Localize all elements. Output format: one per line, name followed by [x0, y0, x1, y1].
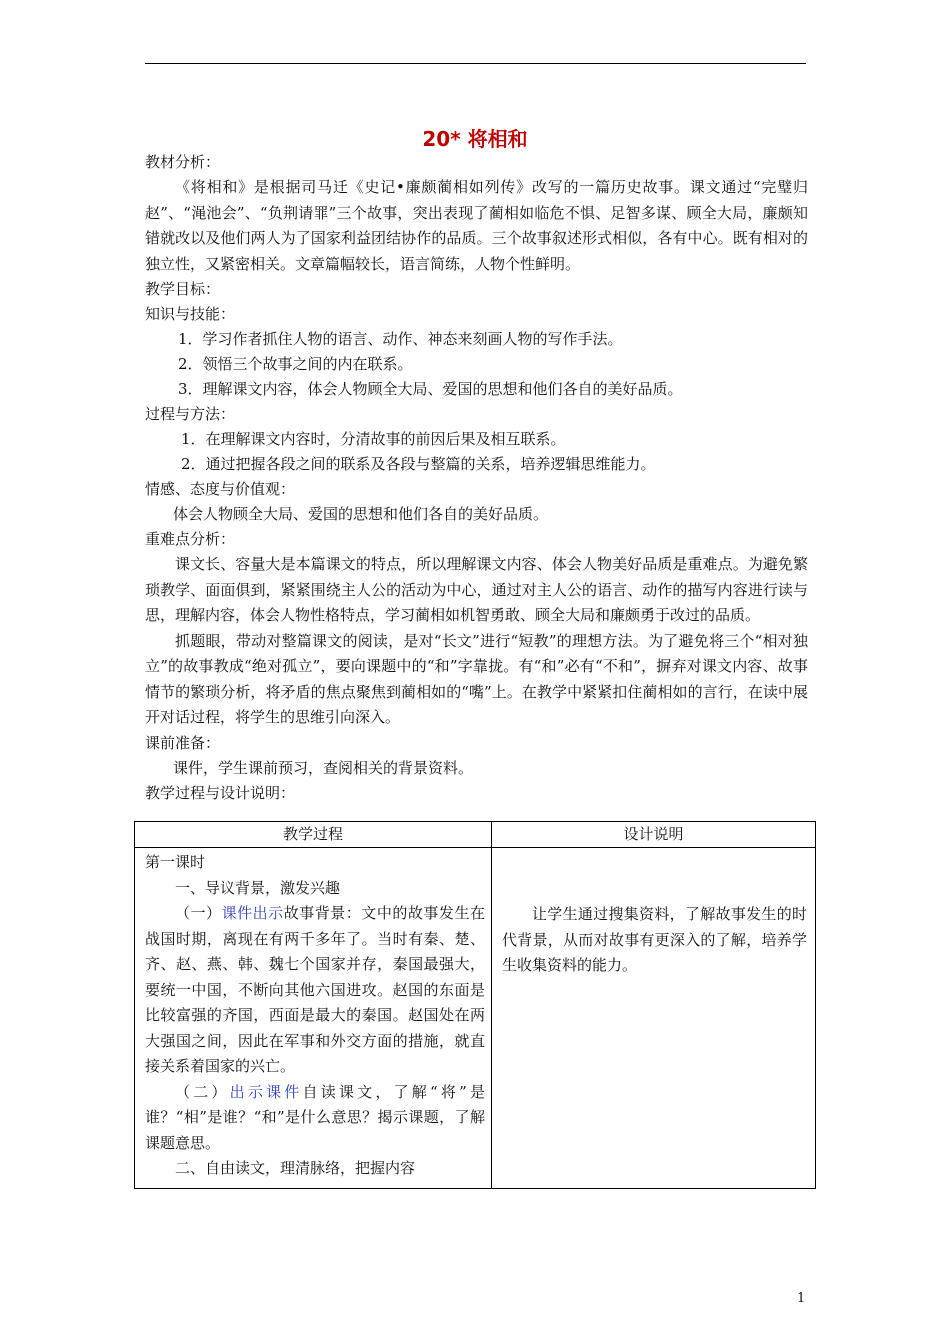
page-title: 20* 将相和 — [422, 127, 528, 151]
difficulty-paragraph: 抓题眼，带动对整篇课文的阅读，是对“长文”进行“短教”的理想方法。为了避免将三个“相对独立”的故事教成“绝对孤立”，要向课题中的“和”字靠拢。有“和”必有“不和”，摒弃对课文内容、故事情节的繁琐分析，将矛盾的焦点聚焦到蔺相如的“嘴”上。在教学中紧紧扣住蔺相如的言行，在读中展开对话过程，将学生的思维引向深入。 — [145, 631, 808, 726]
header-rule — [145, 63, 806, 64]
difficulty-paragraph: 课文长、容量大是本篇课文的特点，所以理解课文内容、体会人物美好品质是重难点。为避免繁琐教学、面面俱到，紧紧围绕主人公的活动为中心，通过对主人公的语言、动作的描写内容进行读与思，理解内容，体会人物性格特点，学习蔺相如机智勇敢、顾全大局和廉颇勇于改过的品质。 — [145, 555, 808, 624]
design-cell — [492, 848, 816, 1189]
courseware-link[interactable]: 课件出示 — [221, 904, 284, 922]
table-row — [135, 848, 816, 1189]
paragraph-prefix: （二） — [175, 1082, 230, 1101]
step-heading: 二、自由读文，理清脉络，把握内容 — [175, 1159, 416, 1177]
page-number: 1 — [797, 1291, 806, 1306]
analysis-heading: 教材分析： — [145, 153, 221, 171]
header-design-notes: 设计说明 — [492, 822, 816, 848]
background-paragraph — [145, 901, 485, 1080]
process-item: 1．在理解课文内容时，分清故事的前因后果及相互联系。 — [181, 430, 566, 448]
table-header-row — [135, 822, 816, 848]
courseware-link[interactable]: 出示课件 — [229, 1082, 303, 1101]
design-note: 让学生通过搜集资料，了解故事发生的时代背景，从而对故事有更深入的了解，培养学生收集资料的能力。 — [502, 905, 807, 974]
paragraph-prefix: （一） — [175, 904, 222, 922]
design-heading: 教学过程与设计说明： — [145, 783, 296, 802]
paragraph-text: 故事背景：文中的故事发生在战国时期，离现在有两千多年了。当时有秦、楚、齐、赵、燕、韩、魏七个国家并存，秦国最强大，要统一中国，不断向其他六国进攻。赵国的东面是比较富强的齐国，西面是最大的秦国。赵国处在两大强国之间，因此在军事和外交方面的措施，就直接关系着国家的兴亡。 — [145, 904, 485, 1075]
goals-heading: 教学目标： — [145, 280, 221, 298]
knowledge-item: 1．学习作者抓住人物的语言、动作、神态来刻画人物的写作手法。 — [178, 330, 623, 348]
document-body — [145, 150, 808, 806]
knowledge-heading: 知识与技能： — [145, 305, 236, 323]
paragraph-text: 自读课文，了解“将”是谁？“相”是谁？“和”是什么意思？揭示课题，了解课题意思。 — [145, 1082, 485, 1152]
analysis-paragraph: 《将相和》是根据司马迁《史记•廉颇蔺相如列传》改写的一篇历史故事。课文通过“完璧归赵”、“渑池会”、“负荆请罪”三个故事，突出表现了蔺相如临危不惧、足智多谋、顾全大局，廉颇知错就改以及他们两人为了国家利益团结协作的品质。三个故事叙述形式相似，各有中心。既有相对的独立性，又紧密相关。文章篇幅较长，语言简练，人物个性鲜明。 — [145, 178, 808, 273]
lesson-table — [134, 821, 816, 1189]
reading-paragraph — [145, 1080, 485, 1157]
prep-heading: 课前准备： — [145, 733, 221, 752]
process-item: 2．通过把握各段之间的联系及各段与整篇的关系，培养逻辑思维能力。 — [181, 455, 656, 473]
lesson-label: 第一课时 — [145, 853, 206, 871]
step-heading: 一、导议背景，激发兴趣 — [175, 878, 341, 897]
prep-text: 课件，学生课前预习，查阅相关的背景资料。 — [173, 758, 474, 777]
emotion-heading: 情感、态度与价值观： — [145, 480, 296, 498]
difficulty-heading: 重难点分析： — [145, 530, 236, 548]
emotion-text: 体会人物顾全大局、爱国的思想和他们各自的美好品质。 — [173, 505, 549, 523]
header-teaching-process: 教学过程 — [135, 822, 492, 848]
knowledge-item: 3．理解课文内容，体会人物顾全大局、爱国的思想和他们各自的美好品质。 — [178, 380, 683, 398]
knowledge-item: 2．领悟三个故事之间的内在联系。 — [178, 355, 413, 373]
process-heading: 过程与方法： — [145, 405, 236, 423]
process-cell — [135, 848, 492, 1189]
